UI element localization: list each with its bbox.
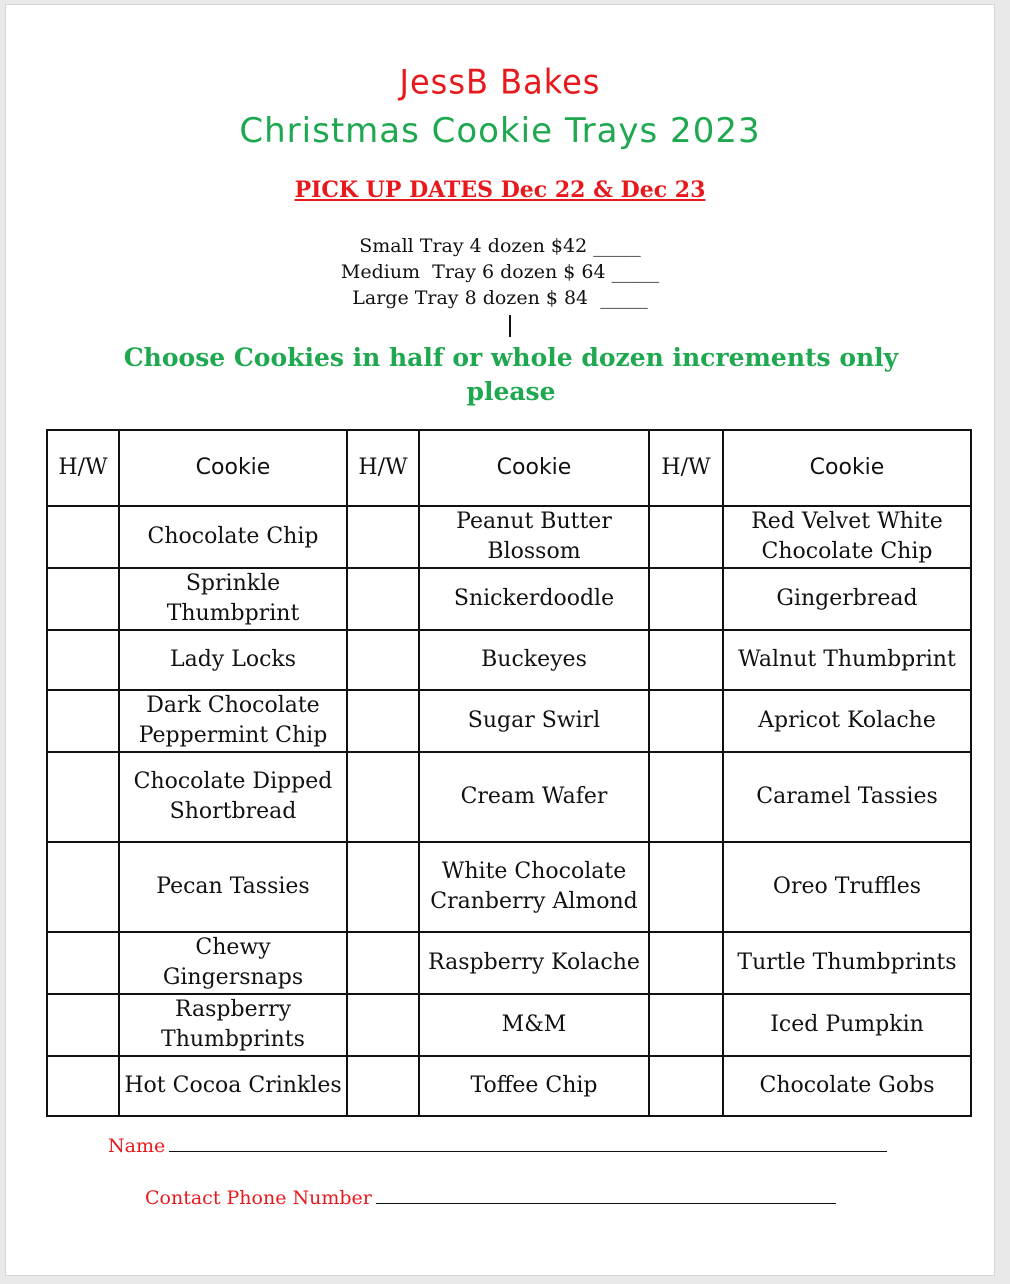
- hw-input-cell[interactable]: [649, 932, 723, 994]
- cookie-cell: Chocolate Chip: [119, 506, 347, 568]
- hw-input-cell[interactable]: [347, 568, 419, 630]
- hw-input-cell[interactable]: [47, 506, 119, 568]
- cookie-cell: Caramel Tassies: [723, 752, 971, 842]
- cookie-cell: Raspberry Thumbprints: [119, 994, 347, 1056]
- cookie-cell: Raspberry Kolache: [419, 932, 649, 994]
- page-title: Christmas Cookie Trays 2023: [239, 111, 761, 151]
- cookie-cell: Pecan Tassies: [119, 842, 347, 932]
- cookie-cell: Turtle Thumbprints: [723, 932, 971, 994]
- cookie-cell: Apricot Kolache: [723, 690, 971, 752]
- name-underline[interactable]: [169, 1133, 887, 1152]
- hw-input-cell[interactable]: [347, 1056, 419, 1116]
- tray-option-medium[interactable]: Medium Tray 6 dozen $ 64 _____: [340, 261, 660, 283]
- table-row: [47, 842, 971, 932]
- hw-input-cell[interactable]: [347, 690, 419, 752]
- pickup-dates: PICK UP DATES Dec 22 & Dec 23: [294, 177, 706, 203]
- hw-input-cell[interactable]: [347, 506, 419, 568]
- hw-header: H/W: [47, 430, 119, 506]
- name-label: Name: [108, 1135, 166, 1157]
- hw-input-cell[interactable]: [47, 932, 119, 994]
- hw-input-cell[interactable]: [47, 630, 119, 690]
- table-row: [47, 690, 971, 752]
- cookie-cell: Red Velvet White Chocolate Chip: [723, 506, 971, 568]
- cookie-cell: Chewy Gingersnaps: [119, 932, 347, 994]
- tray-option-large[interactable]: Large Tray 8 dozen $ 84 _____: [352, 287, 648, 309]
- cookie-cell: Chocolate Dipped Shortbread: [119, 752, 347, 842]
- cookie-cell: White Chocolate Cranberry Almond: [419, 842, 649, 932]
- order-form-page: [5, 4, 995, 1276]
- table-row: [47, 1056, 971, 1116]
- hw-input-cell[interactable]: [47, 1056, 119, 1116]
- cookie-cell: Oreo Truffles: [723, 842, 971, 932]
- hw-input-cell[interactable]: [649, 690, 723, 752]
- cookie-cell: Hot Cocoa Crinkles: [119, 1056, 347, 1116]
- hw-input-cell[interactable]: [347, 932, 419, 994]
- hw-header: H/W: [649, 430, 723, 506]
- cookie-cell: Snickerdoodle: [419, 568, 649, 630]
- name-field[interactable]: [108, 1133, 887, 1157]
- cookie-cell: Gingerbread: [723, 568, 971, 630]
- cookie-cell: Iced Pumpkin: [723, 994, 971, 1056]
- cookie-cell: Sugar Swirl: [419, 690, 649, 752]
- cookie-table: [46, 429, 972, 1117]
- cookie-cell: M&M: [419, 994, 649, 1056]
- table-row: [47, 568, 971, 630]
- hw-input-cell[interactable]: [47, 568, 119, 630]
- cookie-cell: Buckeyes: [419, 630, 649, 690]
- hw-input-cell[interactable]: [347, 842, 419, 932]
- instructions: Choose Cookies in half or whole dozen increments only please: [123, 343, 899, 406]
- cookie-cell: Toffee Chip: [419, 1056, 649, 1116]
- hw-input-cell[interactable]: [47, 752, 119, 842]
- cookie-cell: Lady Locks: [119, 630, 347, 690]
- cookie-header: Cookie: [723, 430, 971, 506]
- hw-input-cell[interactable]: [47, 842, 119, 932]
- cookie-cell: Cream Wafer: [419, 752, 649, 842]
- cookie-cell: Dark Chocolate Peppermint Chip: [119, 690, 347, 752]
- cookie-cell: Peanut Butter Blossom: [419, 506, 649, 568]
- hw-input-cell[interactable]: [649, 630, 723, 690]
- cookie-header: Cookie: [119, 430, 347, 506]
- hw-input-cell[interactable]: [347, 630, 419, 690]
- text-cursor: [509, 315, 511, 337]
- hw-input-cell[interactable]: [47, 690, 119, 752]
- cookie-cell: Chocolate Gobs: [723, 1056, 971, 1116]
- cookie-cell: Sprinkle Thumbprint: [119, 568, 347, 630]
- hw-input-cell[interactable]: [649, 842, 723, 932]
- hw-header: H/W: [347, 430, 419, 506]
- cookie-header: Cookie: [419, 430, 649, 506]
- table-row: [47, 994, 971, 1056]
- table-row: [47, 506, 971, 568]
- hw-input-cell[interactable]: [649, 994, 723, 1056]
- phone-field[interactable]: [145, 1185, 836, 1209]
- tray-option-small[interactable]: Small Tray 4 dozen $42 _____: [359, 235, 641, 257]
- hw-input-cell[interactable]: [47, 994, 119, 1056]
- hw-input-cell[interactable]: [347, 994, 419, 1056]
- table-row: [47, 932, 971, 994]
- table-row: [47, 630, 971, 690]
- hw-input-cell[interactable]: [649, 506, 723, 568]
- cookie-cell: Walnut Thumbprint: [723, 630, 971, 690]
- hw-input-cell[interactable]: [347, 752, 419, 842]
- brand-name: JessB Bakes: [399, 62, 601, 102]
- phone-underline[interactable]: [376, 1185, 836, 1204]
- phone-label: Contact Phone Number: [145, 1187, 372, 1209]
- hw-input-cell[interactable]: [649, 1056, 723, 1116]
- hw-input-cell[interactable]: [649, 568, 723, 630]
- hw-input-cell[interactable]: [649, 752, 723, 842]
- table-header-row: [47, 430, 971, 506]
- table-row: [47, 752, 971, 842]
